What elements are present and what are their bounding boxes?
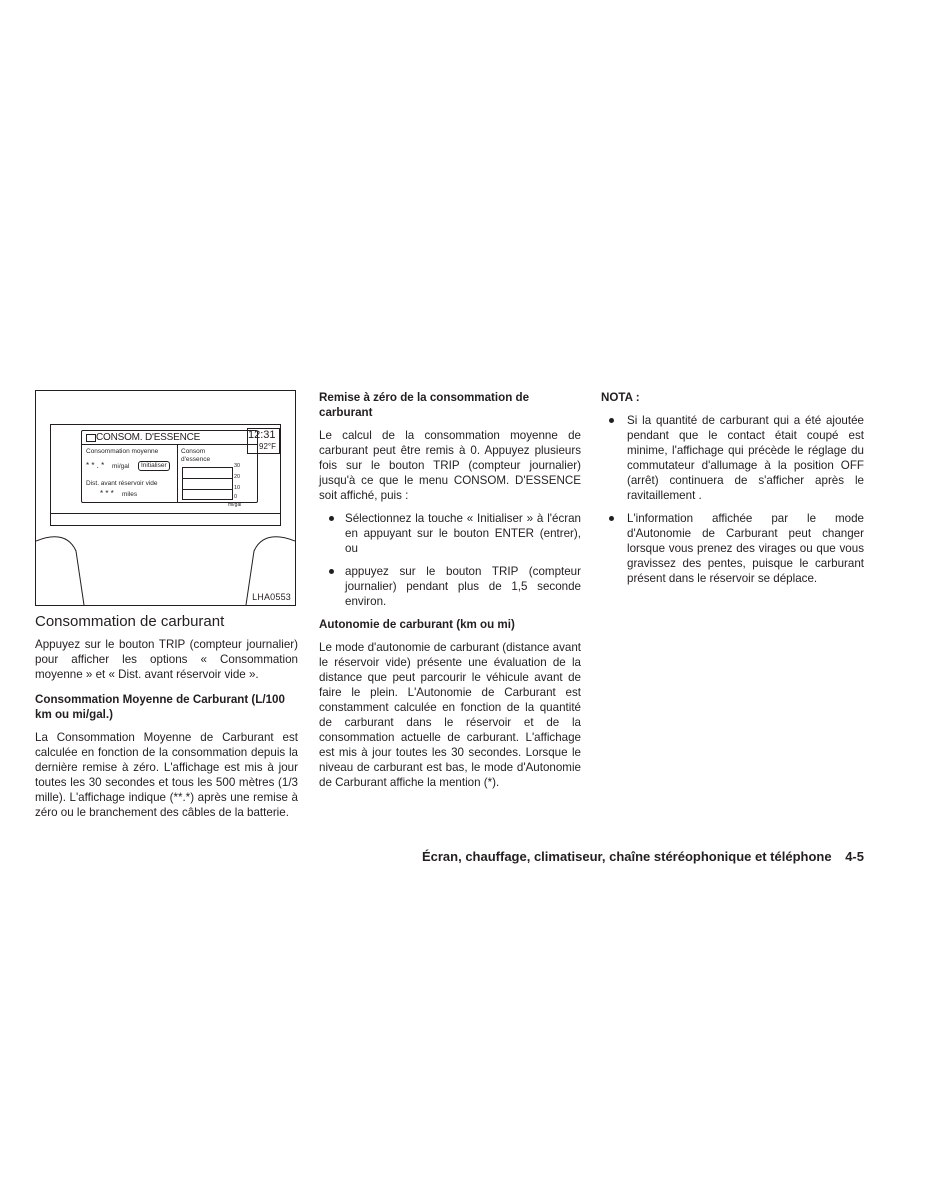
list-item xyxy=(321,564,581,609)
column-left xyxy=(35,390,298,820)
reset-paragraph: Le calcul de la consommation moyenne de carburant peut être remis à 0. Appuyez plusieurs fois sur le bouton TRIP (compteur journalier) jusqu'à ce que le menu CONSOM. D'ESSENCE soit affiché, puis : xyxy=(319,429,581,502)
bullet-icon xyxy=(329,569,334,574)
clock: 12:31 xyxy=(248,429,276,441)
avg-label: Consommation moyenne xyxy=(86,448,159,455)
scale-0: 0 xyxy=(234,494,238,500)
bezel-curves xyxy=(36,391,295,605)
list-item-text: appuyez sur le bouton TRIP (compteur journalier) pendant plus de 1,5 seconde environ. xyxy=(345,565,581,608)
consum-label-2: d'essence xyxy=(181,456,211,463)
avg-consumption-paragraph: La Consommation Moyenne de Carburant est calculée en fonction de la consommation depuis la dernière remise à zéro. L'affichage est mis à jour toutes les 30 secondes et tous les 500 mètres (1/3 mille). L'affichage indique (**.*) après une remise à zéro ou le branchement des câbles de la batterie. xyxy=(35,731,298,819)
intro-paragraph: Appuyez sur le bouton TRIP (compteur journalier) pour afficher les options « Consommation moyenne » et « Dist. avant réservoir vide ». xyxy=(35,638,298,681)
screen-title: CONSOM. D'ESSENCE xyxy=(96,432,201,443)
range-paragraph: Le mode d'autonomie de carburant (distance avant le réservoir vide) présente une évaluation de la distance que peut parcourir le véhicule avant de faire le plein. L'Autonomie de Carburant est constamment calculée en fonction de la quantité de carburant dans le réservoir et de la consommation actuelle de carburant. L'affichage est mis à jour toutes les 30 secondes. Lorsque le niveau de carburant est bas, le mode d'Autonomie de Carburant affiche la mention (*). xyxy=(319,641,581,789)
bullet-icon xyxy=(609,418,614,423)
list-item-text: Sélectionnez la touche « Initialiser » à l'écran en appuyant sur le bouton ENTER (entrer), ou xyxy=(345,512,581,555)
note-heading: NOTA : xyxy=(601,391,640,404)
page-footer xyxy=(422,849,864,864)
column-right xyxy=(601,390,864,586)
bullet-icon xyxy=(329,516,334,521)
section-title: Consommation de carburant xyxy=(35,613,225,630)
range-heading: Autonomie de carburant (km ou mi) xyxy=(319,618,515,631)
reset-heading: Remise à zéro de la consommation de carburant xyxy=(319,391,530,419)
page-number: 4-5 xyxy=(845,849,864,864)
avg-unit: mi/gal xyxy=(112,463,130,470)
display-illustration xyxy=(35,390,296,606)
avg-value: * * . * xyxy=(86,461,105,470)
list-item xyxy=(601,511,864,586)
list-item xyxy=(601,413,864,503)
chapter-title: Écran, chauffage, climatiseur, chaîne stéréophonique et téléphone xyxy=(421,849,832,864)
range-unit: miles xyxy=(122,491,138,498)
scale-unit: mi/gal xyxy=(228,502,242,508)
avg-consumption-heading: Consommation Moyenne de Carburant (L/100 km ou mi/gal.) xyxy=(35,693,285,721)
scale-20: 20 xyxy=(234,474,241,480)
bullet-icon xyxy=(609,516,614,521)
range-value: * * * xyxy=(100,489,114,498)
outside-temp: 92°F xyxy=(259,442,276,451)
reset-steps-list xyxy=(319,511,581,609)
reset-button[interactable]: Initialiser xyxy=(138,461,170,471)
note-list xyxy=(601,413,864,586)
scale-10: 10 xyxy=(234,485,241,491)
list-item xyxy=(321,511,581,556)
list-item-text: L'information affichée par le mode d'Autonomie de Carburant peut changer lorsque vous prenez des virages ou que vous gravissez des pentes, puisque le carburant présent dans le réservoir se déplace. xyxy=(627,512,864,585)
scale-30: 30 xyxy=(234,463,241,469)
consum-label-1: Consom xyxy=(181,448,206,455)
range-label: Dist. avant réservoir vide xyxy=(86,480,158,487)
column-middle xyxy=(319,390,581,790)
figure-code: LHA0553 xyxy=(252,592,291,602)
list-item-text: Si la quantité de carburant qui a été ajoutée pendant que le contact était coupé est minime, l'affichage qui précède le réglage du commutateur d'allumage à la position OFF (arrêt) continuera de s'afficher après le ravitaillement . xyxy=(627,414,864,502)
